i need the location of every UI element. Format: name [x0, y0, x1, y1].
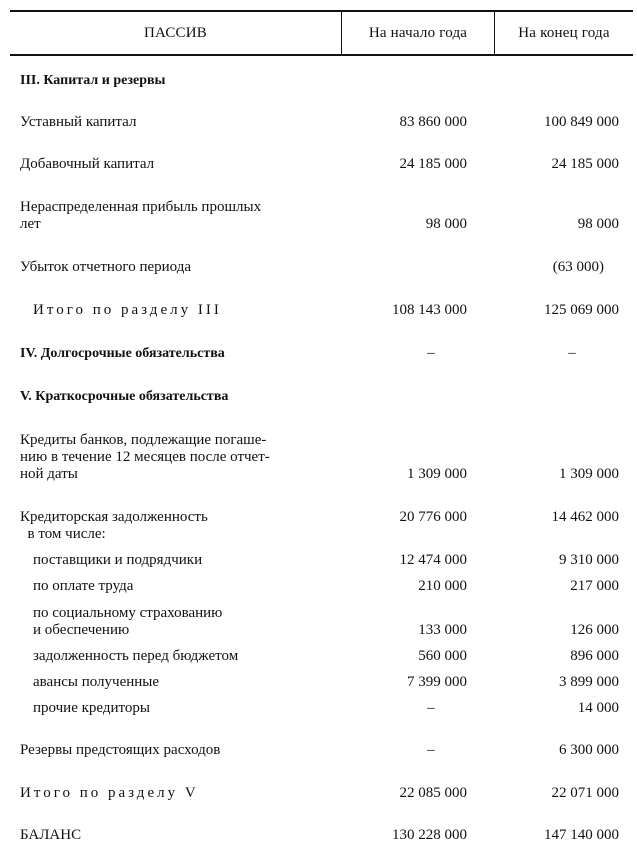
- end-value: 147 140 000: [544, 827, 619, 843]
- end-value: 14 462 000: [551, 509, 619, 525]
- section-title: III. Капитал и резервы: [20, 73, 166, 88]
- start-value: 24 185 000: [399, 156, 467, 172]
- end-value: 14 000: [577, 700, 619, 716]
- start-value: 83 860 000: [399, 114, 467, 130]
- start-value: 133 000: [418, 622, 467, 638]
- end-value: 125 069 000: [544, 302, 619, 318]
- header-start-of-year: На начало года: [368, 24, 468, 41]
- start-value: 20 776 000: [399, 509, 467, 525]
- row-label: Кредиторская задолженность в том числе:: [20, 509, 208, 542]
- header-end-of-year: На конец года: [518, 24, 610, 41]
- start-value: 12 474 000: [399, 552, 467, 568]
- row-label: Уставный капитал: [20, 114, 137, 130]
- row-label: авансы полученные: [33, 674, 160, 690]
- end-value: 126 000: [570, 622, 619, 638]
- row-label: по социальному страхованию и обеспечению: [33, 605, 223, 638]
- row-label: поставщики и подрядчики: [33, 552, 203, 568]
- section-title: IV. Долгосрочные обязательства: [20, 346, 225, 361]
- end-value: 217 000: [570, 578, 619, 594]
- start-value: 7 399 000: [407, 674, 467, 690]
- end-value: 1 309 000: [559, 466, 619, 482]
- table-header: [10, 10, 633, 56]
- end-value: (63 000): [552, 259, 604, 275]
- end-value: 9 310 000: [559, 552, 619, 568]
- row-label: Нераспределенная прибыль прошлых лет: [20, 199, 262, 232]
- start-value: 1 309 000: [407, 466, 467, 482]
- row-label: Добавочный капитал: [20, 156, 155, 172]
- total-label: БАЛАНС: [20, 827, 82, 843]
- subtotal-label: Итого по разделу V: [20, 785, 199, 801]
- row-label: по оплате труда: [33, 578, 134, 594]
- header-liabilities: ПАССИВ: [144, 24, 207, 41]
- end-value: 22 071 000: [551, 785, 619, 801]
- row-label: Убыток отчетного периода: [20, 259, 192, 275]
- start-value: –: [427, 742, 435, 758]
- start-value: –: [427, 700, 435, 716]
- section-title: V. Краткосрочные обязательства: [20, 389, 229, 404]
- row-label: Резервы предстоящих расходов: [20, 742, 221, 758]
- start-value: 210 000: [418, 578, 467, 594]
- end-value: 6 300 000: [559, 742, 619, 758]
- end-value: 24 185 000: [551, 156, 619, 172]
- end-value: 896 000: [570, 648, 619, 664]
- start-value: 560 000: [418, 648, 467, 664]
- start-value: 108 143 000: [392, 302, 467, 318]
- start-value: –: [427, 345, 435, 361]
- start-value: 98 000: [425, 216, 467, 232]
- end-value: 100 849 000: [544, 114, 619, 130]
- end-value: –: [568, 345, 576, 361]
- start-value: 22 085 000: [399, 785, 467, 801]
- end-value: 3 899 000: [559, 674, 619, 690]
- row-label: Кредиты банков, подлежащие погаше- нию в течение 12 месяцев после отчет- ной даты: [20, 432, 270, 482]
- row-label: прочие кредиторы: [33, 700, 150, 716]
- subtotal-label: Итого по разделу III: [33, 302, 222, 318]
- end-value: 98 000: [577, 216, 619, 232]
- row-label: задолженность перед бюджетом: [33, 648, 239, 664]
- start-value: 130 228 000: [392, 827, 467, 843]
